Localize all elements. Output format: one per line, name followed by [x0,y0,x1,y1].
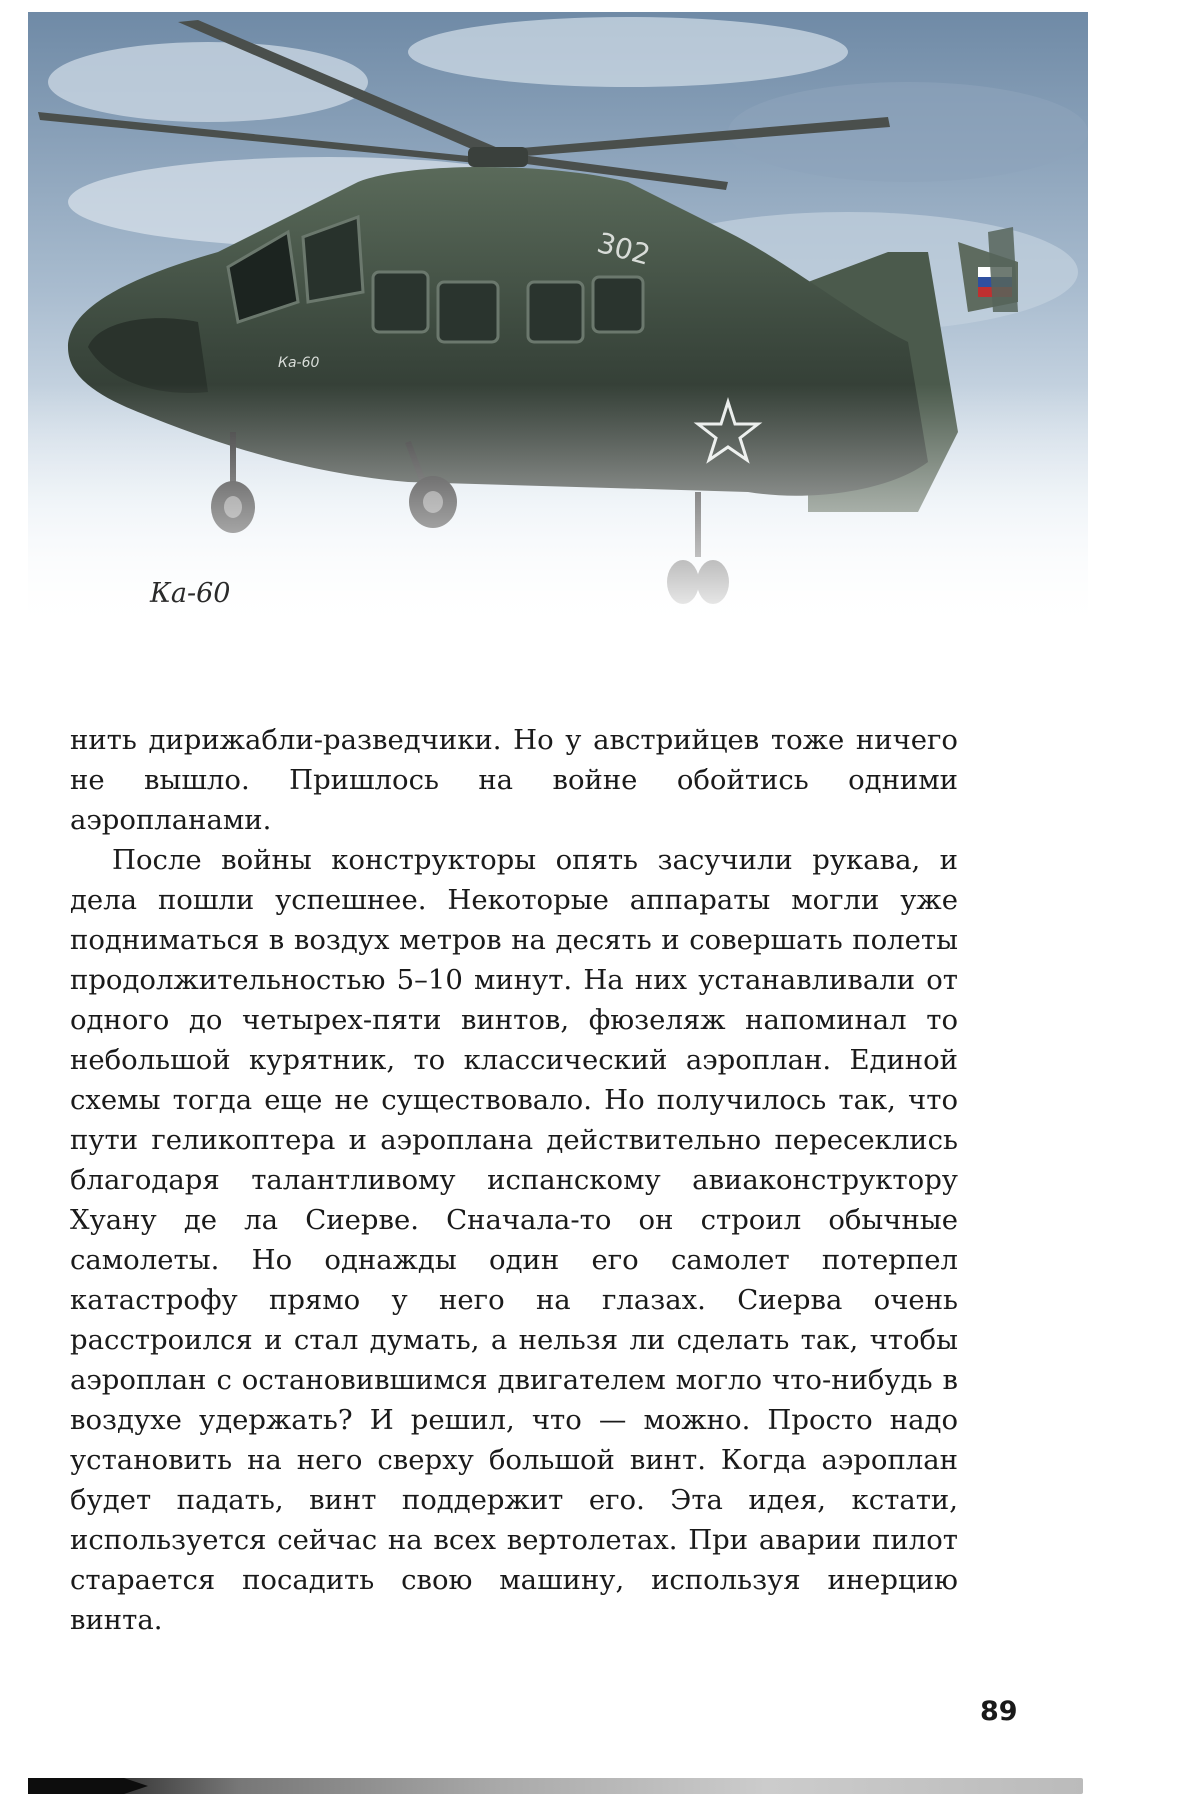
paragraph: После войны конструкторы опять засучили рукава, и дела пошли успешнее. Некоторые аппараты могли уже подниматься в воздух метров на десять и совершать полеты продолжительностью 5–10 минут. На них устанавливали от одного до четырех-пяти винтов, фюзеляж напоминал то небольшой курятник, то классический аэроплан. Единой схемы тогда еще не существовало. Но получилось так, что пути геликоптера и аэроплана действительно пересеклись благодаря талантливому испанскому авиаконструктору Хуану де ла Сиерве. Сначала-то он строил обычные самолеты. Но однажды один его самолет потерпел катастрофу прямо у него на глазах. Сиерва очень расстроился и стал думать, а нельзя ли сделать так, чтобы аэроплан с остановившимся двигателем могло что-нибудь в воздухе удержать? И решил, что — можно. Просто надо установить на него сверху большой винт. Когда аэроплан будет падать, винт поддержит его. Эта идея, кстати, используется сейчас на всех вертолетах. При аварии пилот старается посадить свою машину, используя инерцию винта. [70,844,958,1636]
helicopter-illustration [28,12,1088,632]
figure-caption: Ка-60 [150,578,231,609]
paragraph: нить дирижабли-разведчики. Но у австрийцев тоже ничего не вышло. Пришлось на войне обойтись одними аэропланами. [70,724,958,836]
body-text [70,720,958,1640]
page-footer-bar [28,1778,1083,1794]
page-number: 89 [980,1696,1018,1727]
page-footer-arrow [28,1778,148,1794]
